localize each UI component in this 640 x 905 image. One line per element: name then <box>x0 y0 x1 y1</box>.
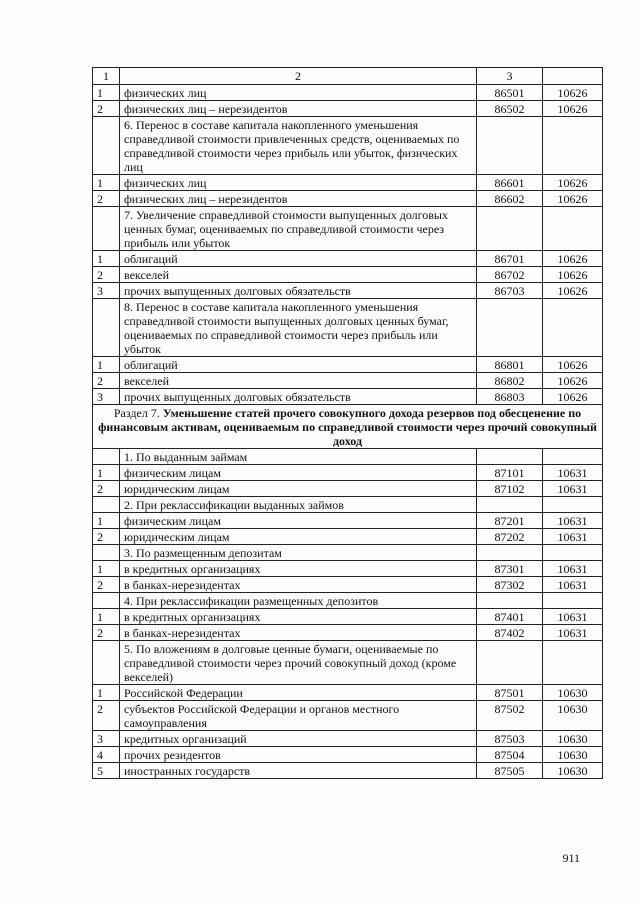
table-row <box>93 191 603 207</box>
table-row <box>93 373 603 389</box>
row-code: 86502 <box>477 101 543 117</box>
section-row <box>93 405 603 449</box>
row-account: 10626 <box>543 267 603 283</box>
row-code: 86602 <box>477 191 543 207</box>
section-title: Уменьшение статей прочего совокупного дохода резервов под обесценение по финансовым активам, оцениваемым по справедливой стоимости через прочий совокупный доход <box>98 406 597 448</box>
group-title-row <box>93 641 603 685</box>
row-number: 1 <box>93 175 120 191</box>
row-number: 1 <box>93 85 120 101</box>
table-row <box>93 389 603 405</box>
row-text: Российской Федерации <box>120 685 477 701</box>
row-code: 87505 <box>477 763 543 779</box>
row-account: 10631 <box>543 577 603 593</box>
row-text: прочих резидентов <box>120 747 477 763</box>
table-row <box>93 763 603 779</box>
row-text: физических лиц <box>120 175 477 191</box>
row-text: в банках-нерезидентах <box>120 625 477 641</box>
row-text: облигаций <box>120 357 477 373</box>
row-text: в кредитных организациях <box>120 561 477 577</box>
row-account: 10631 <box>543 625 603 641</box>
table-row <box>93 85 603 101</box>
row-code: 87401 <box>477 609 543 625</box>
group-title: 5. По вложениям в долговые ценные бумаги, оцениваемые по справедливой стоимости через прочий совокупный доход (кроме векселей) <box>120 641 477 685</box>
row-code: 87202 <box>477 529 543 545</box>
header-col1: 1 <box>93 68 120 85</box>
header-col3: 3 <box>477 68 543 85</box>
table-row <box>93 685 603 701</box>
row-code: 87301 <box>477 561 543 577</box>
row-text: облигаций <box>120 251 477 267</box>
page-number: 911 <box>562 851 580 865</box>
row-account: 10631 <box>543 465 603 481</box>
row-text: прочих выпущенных долговых обязательств <box>120 283 477 299</box>
row-number: 3 <box>93 389 120 405</box>
group-title-row <box>93 545 603 561</box>
section-prefix: Раздел 7. <box>113 406 163 420</box>
table-row <box>93 175 603 191</box>
row-code: 87503 <box>477 731 543 747</box>
table-row <box>93 747 603 763</box>
row-text: физических лиц – нерезидентов <box>120 101 477 117</box>
row-number: 1 <box>93 561 120 577</box>
row-account: 10626 <box>543 191 603 207</box>
row-number: 1 <box>93 685 120 701</box>
row-text: физических лиц <box>120 85 477 101</box>
row-number: 1 <box>93 465 120 481</box>
row-account: 10626 <box>543 357 603 373</box>
row-text: юридическим лицам <box>120 481 477 497</box>
row-code: 86703 <box>477 283 543 299</box>
group-title: 7. Увеличение справедливой стоимости выпущенных долговых ценных бумаг, оцениваемых по справедливой стоимости через прибыль или убыток <box>120 207 477 251</box>
row-text: в кредитных организациях <box>120 609 477 625</box>
table-row <box>93 529 603 545</box>
row-code: 86801 <box>477 357 543 373</box>
group-title-row <box>93 449 603 465</box>
row-text: субъектов Российской Федерации и органов местного самоуправления <box>120 701 477 731</box>
row-number: 1 <box>93 609 120 625</box>
table-row <box>93 357 603 373</box>
row-account: 10630 <box>543 731 603 747</box>
table-row <box>93 465 603 481</box>
row-code: 86701 <box>477 251 543 267</box>
table-row <box>93 251 603 267</box>
row-account: 10626 <box>543 85 603 101</box>
row-code: 86802 <box>477 373 543 389</box>
row-number: 3 <box>93 283 120 299</box>
row-text: юридическим лицам <box>120 529 477 545</box>
row-text: физических лиц – нерезидентов <box>120 191 477 207</box>
row-account: 10626 <box>543 389 603 405</box>
row-account: 10630 <box>543 747 603 763</box>
row-code: 86803 <box>477 389 543 405</box>
header-col4 <box>543 68 603 85</box>
group-title: 6. Перенос в составе капитала накопленного уменьшения справедливой стоимости привлеченных средств, оцениваемых по справедливой стоимости через прибыль или убыток, физических лиц <box>120 117 477 175</box>
group-title-row <box>93 207 603 251</box>
row-number: 2 <box>93 529 120 545</box>
row-account: 10626 <box>543 373 603 389</box>
row-text: прочих выпущенных долговых обязательств <box>120 389 477 405</box>
row-code: 87101 <box>477 465 543 481</box>
row-account: 10630 <box>543 685 603 701</box>
row-code: 87201 <box>477 513 543 529</box>
group-title-row <box>93 497 603 513</box>
row-number: 2 <box>93 577 120 593</box>
group-title-row <box>93 593 603 609</box>
row-account: 10631 <box>543 609 603 625</box>
row-text: в банках-нерезидентах <box>120 577 477 593</box>
row-number: 2 <box>93 101 120 117</box>
row-account: 10626 <box>543 283 603 299</box>
row-code: 86501 <box>477 85 543 101</box>
group-title-row <box>93 117 603 175</box>
row-text: физическим лицам <box>120 465 477 481</box>
row-code: 86601 <box>477 175 543 191</box>
row-number: 1 <box>93 251 120 267</box>
row-account: 10626 <box>543 175 603 191</box>
row-text: кредитных организаций <box>120 731 477 747</box>
row-code: 87302 <box>477 577 543 593</box>
table-row <box>93 101 603 117</box>
section-heading <box>93 405 603 449</box>
row-number: 3 <box>93 731 120 747</box>
row-number: 2 <box>93 625 120 641</box>
row-code: 87504 <box>477 747 543 763</box>
row-account: 10630 <box>543 701 603 731</box>
accounts-table <box>92 67 603 779</box>
group-title: 8. Перенос в составе капитала накопленного уменьшения справедливой стоимости выпущенных долговых ценных бумаг, оцениваемых по справедливой стоимости через прибыль или убыток <box>120 299 477 357</box>
row-code: 87501 <box>477 685 543 701</box>
row-account: 10631 <box>543 561 603 577</box>
row-text: физическим лицам <box>120 513 477 529</box>
row-number: 2 <box>93 267 120 283</box>
row-text: иностранных государств <box>120 763 477 779</box>
table-row <box>93 701 603 731</box>
row-number: 4 <box>93 747 120 763</box>
row-code: 86702 <box>477 267 543 283</box>
row-account: 10631 <box>543 529 603 545</box>
group-title: 2. При реклассификации выданных займов <box>120 497 477 513</box>
table-header-row <box>93 68 603 85</box>
table-row <box>93 283 603 299</box>
row-account: 10631 <box>543 481 603 497</box>
group-title: 4. При реклассификации размещенных депозитов <box>120 593 477 609</box>
row-number: 5 <box>93 763 120 779</box>
row-account: 10626 <box>543 251 603 267</box>
row-code: 87402 <box>477 625 543 641</box>
row-number: 1 <box>93 357 120 373</box>
group-title: 3. По размещенным депозитам <box>120 545 477 561</box>
row-code: 87102 <box>477 481 543 497</box>
table-row <box>93 577 603 593</box>
table-row <box>93 513 603 529</box>
row-account: 10626 <box>543 101 603 117</box>
row-number: 2 <box>93 701 120 731</box>
table-row <box>93 267 603 283</box>
row-code: 87502 <box>477 701 543 731</box>
table-row <box>93 561 603 577</box>
row-number: 2 <box>93 373 120 389</box>
row-account: 10630 <box>543 763 603 779</box>
table-row <box>93 609 603 625</box>
table-row <box>93 625 603 641</box>
row-number: 2 <box>93 191 120 207</box>
row-text: векселей <box>120 267 477 283</box>
table-row <box>93 481 603 497</box>
header-col2: 2 <box>120 68 477 85</box>
table-row <box>93 731 603 747</box>
row-text: векселей <box>120 373 477 389</box>
row-number: 2 <box>93 481 120 497</box>
row-number: 1 <box>93 513 120 529</box>
group-title: 1. По выданным займам <box>120 449 477 465</box>
row-account: 10631 <box>543 513 603 529</box>
group-title-row <box>93 299 603 357</box>
